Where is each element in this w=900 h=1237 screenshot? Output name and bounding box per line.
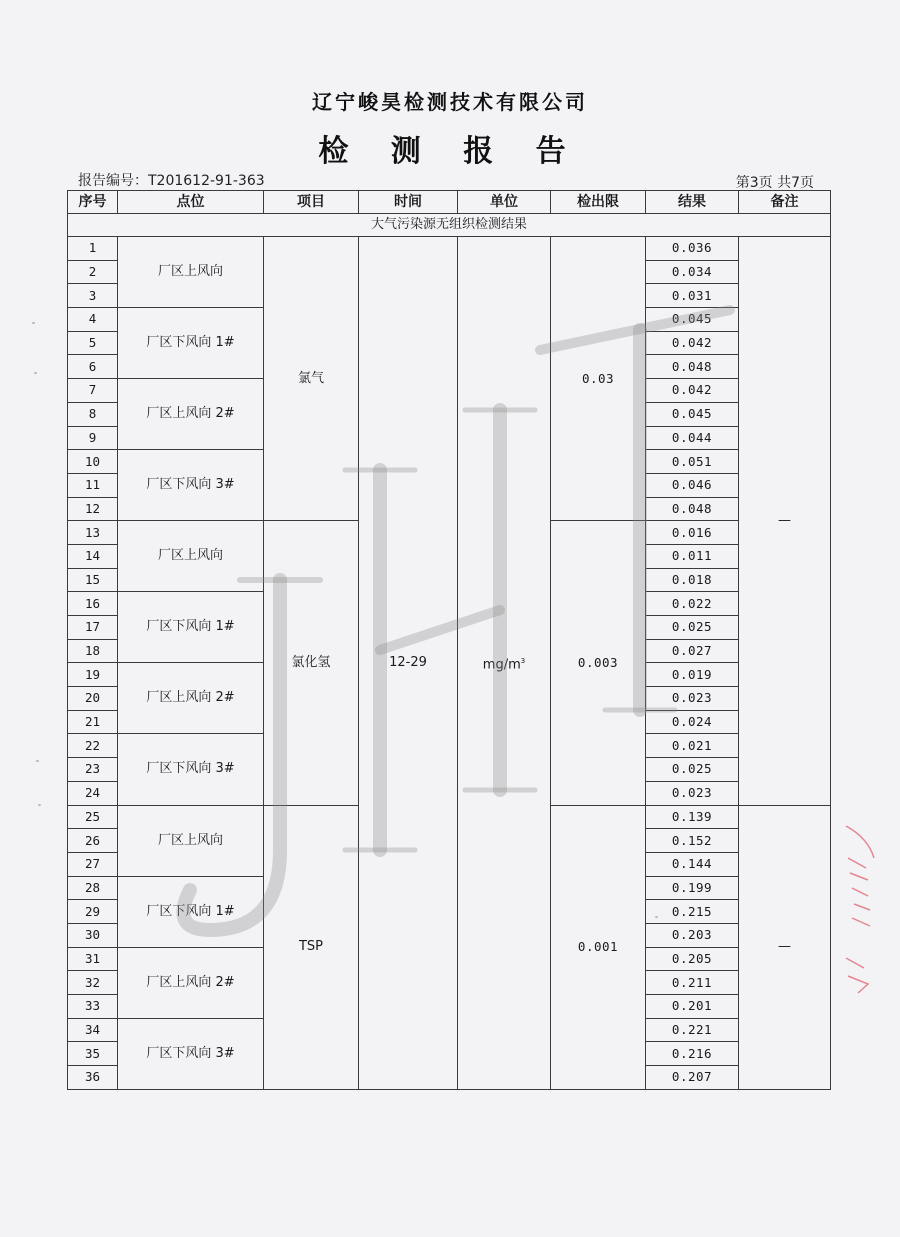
unit-cell [458,237,551,1090]
result-cell: 0.025 [646,616,739,640]
col-limit: 检出限 [551,191,646,214]
time-cell: 12-29 [359,237,458,1090]
result-cell: 0.199 [646,876,739,900]
seq-cell: 10 [68,450,118,474]
point-cell: 厂区下风向 1# [118,592,264,663]
seq-cell: 22 [68,734,118,758]
result-cell: 0.011 [646,544,739,568]
section-title: 大气污染源无组织检测结果 [68,214,831,237]
seq-cell: 11 [68,473,118,497]
result-cell: 0.042 [646,379,739,403]
point-cell: 厂区上风向 2# [118,379,264,450]
point-cell: 厂区上风向 2# [118,947,264,1018]
seq-cell: 30 [68,923,118,947]
col-remark: 备注 [739,191,831,214]
point-cell: 厂区上风向 [118,521,264,592]
seq-cell: 33 [68,995,118,1019]
item-cell: TSP [264,805,359,1089]
seq-cell: 23 [68,758,118,782]
seq-cell: 9 [68,426,118,450]
remark-cell: — [739,805,831,1089]
point-cell: 厂区下风向 1# [118,308,264,379]
scan-speck [32,322,35,324]
seq-cell: 18 [68,639,118,663]
result-cell: 0.022 [646,592,739,616]
results-table [67,190,831,1090]
seq-cell: 36 [68,1066,118,1090]
col-result: 结果 [646,191,739,214]
scan-speck [655,916,658,918]
seq-cell: 15 [68,568,118,592]
seq-cell: 19 [68,663,118,687]
seq-cell: 20 [68,687,118,711]
result-cell: 0.048 [646,497,739,521]
point-cell: 厂区下风向 3# [118,450,264,521]
result-cell: 0.045 [646,308,739,332]
result-cell: 0.034 [646,260,739,284]
result-cell: 0.221 [646,1018,739,1042]
result-cell: 0.016 [646,521,739,545]
result-cell: 0.044 [646,426,739,450]
company-name: 辽宁峻昊检测技术有限公司 [312,90,588,114]
seq-cell: 32 [68,971,118,995]
scan-speck [38,804,41,806]
col-time: 时间 [359,191,458,214]
result-cell: 0.024 [646,710,739,734]
result-cell: 0.046 [646,473,739,497]
result-cell: 0.139 [646,805,739,829]
col-point: 点位 [118,191,264,214]
seq-cell: 8 [68,402,118,426]
result-cell: 0.216 [646,1042,739,1066]
col-item: 项目 [264,191,359,214]
result-cell: 0.021 [646,734,739,758]
limit-cell: 0.001 [551,805,646,1089]
result-cell: 0.201 [646,995,739,1019]
header-row [68,191,831,214]
remark-cell: — [739,237,831,806]
seq-cell: 1 [68,237,118,261]
report-title: 检 测 报 告 [318,134,582,169]
seq-cell: 13 [68,521,118,545]
seq-cell: 3 [68,284,118,308]
point-cell: 厂区上风向 [118,237,264,308]
result-cell: 0.144 [646,852,739,876]
result-cell: 0.019 [646,663,739,687]
seq-cell: 31 [68,947,118,971]
table-row [68,237,831,261]
point-cell: 厂区下风向 3# [118,734,264,805]
unit-text: mg/m [482,657,521,673]
item-cell: 氯气 [264,237,359,521]
result-cell: 0.211 [646,971,739,995]
result-cell: 0.023 [646,687,739,711]
result-cell: 0.207 [646,1066,739,1090]
result-cell: 0.215 [646,900,739,924]
result-cell: 0.152 [646,829,739,853]
seq-cell: 2 [68,260,118,284]
result-cell: 0.042 [646,331,739,355]
seq-cell: 26 [68,829,118,853]
seq-cell: 7 [68,379,118,403]
seq-cell: 4 [68,308,118,332]
result-cell: 0.036 [646,237,739,261]
point-cell: 厂区下风向 3# [118,1018,264,1089]
seq-cell: 17 [68,616,118,640]
col-unit: 单位 [458,191,551,214]
limit-cell: 0.003 [551,521,646,805]
result-cell: 0.051 [646,450,739,474]
report-number: 报告编号：T201612-91-363 [78,173,265,189]
section-row [68,214,831,237]
result-cell: 0.205 [646,947,739,971]
result-cell: 0.048 [646,355,739,379]
scan-speck [34,372,37,374]
result-cell: 0.027 [646,639,739,663]
seq-cell: 16 [68,592,118,616]
page-info: 第3页 共7页 [735,175,814,191]
seq-cell: 6 [68,355,118,379]
result-cell: 0.203 [646,923,739,947]
item-cell: 氯化氢 [264,521,359,805]
result-cell: 0.045 [646,402,739,426]
seq-cell: 14 [68,544,118,568]
result-cell: 0.018 [646,568,739,592]
result-cell: 0.023 [646,781,739,805]
point-cell: 厂区下风向 1# [118,876,264,947]
seq-cell: 35 [68,1042,118,1066]
result-cell: 0.025 [646,758,739,782]
point-cell: 厂区上风向 2# [118,663,264,734]
limit-cell: 0.03 [551,237,646,521]
seq-cell: 21 [68,710,118,734]
seq-cell: 5 [68,331,118,355]
seq-cell: 24 [68,781,118,805]
point-cell: 厂区上风向 [118,805,264,876]
seq-cell: 28 [68,876,118,900]
col-seq: 序号 [68,191,118,214]
seq-cell: 29 [68,900,118,924]
result-cell: 0.031 [646,284,739,308]
seq-cell: 25 [68,805,118,829]
seq-cell: 12 [68,497,118,521]
seq-cell: 34 [68,1018,118,1042]
scan-speck [36,760,39,762]
seq-cell: 27 [68,852,118,876]
unit-superscript: 3 [520,656,526,665]
red-stamp [838,818,878,998]
